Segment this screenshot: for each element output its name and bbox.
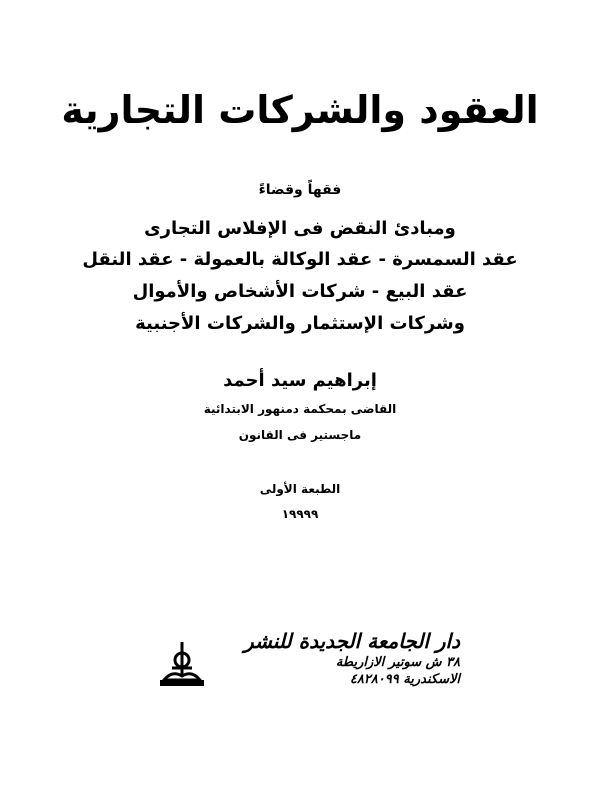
book-title: العقود والشركات التجارية xyxy=(61,88,539,132)
author-name: إبراهيم سيد أحمد xyxy=(223,370,377,391)
topic-line: ومبادئ النقض فى الإفلاس التجارى xyxy=(144,218,456,239)
publisher-city-phone: الاسكندرية ٤٨٢٨٠٩٩ xyxy=(349,672,460,687)
subtitle: فقهاً وقضاءً xyxy=(258,182,342,198)
author-degree: ماجستير فى القانون xyxy=(238,428,362,442)
topic-line: عقد السمسرة - عقد الوكالة بالعمولة - عقد النقل xyxy=(82,249,518,270)
publisher-logo-icon xyxy=(158,640,206,688)
author-position: القاضى بمحكمة دمنهور الابتدائية xyxy=(203,402,397,416)
topic-line: وشركات الإستثمار والشركات الأجنبية xyxy=(135,313,465,334)
publisher-address: ٣٨ ش سوتير الازاريطة xyxy=(335,655,460,670)
publisher-name: دار الجامعة الجديدة للنشر xyxy=(244,629,460,653)
publisher-block xyxy=(205,628,460,688)
edition: الطبعة الأولى xyxy=(259,482,341,496)
topic-line: عقد البيع - شركات الأشخاص والأموال xyxy=(132,281,468,302)
publication-year: ١٩٩٩٩ xyxy=(281,507,319,521)
